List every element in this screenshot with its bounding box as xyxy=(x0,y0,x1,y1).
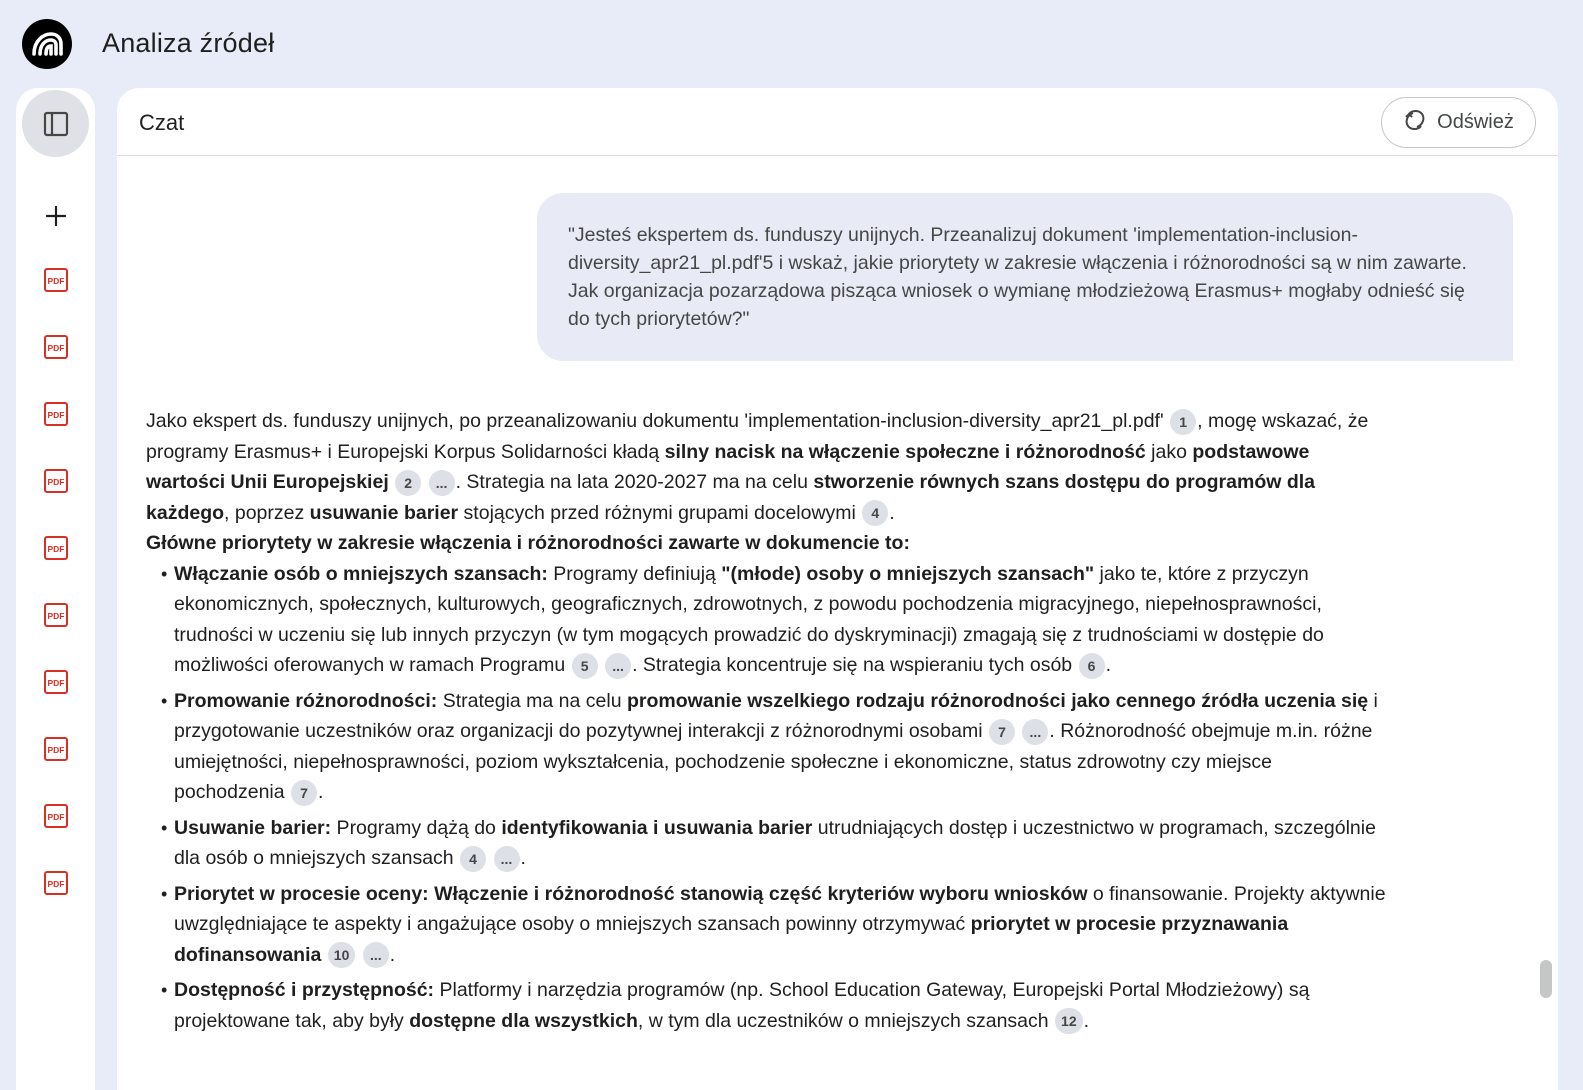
pdf-icon[interactable] xyxy=(41,533,71,563)
citation-chip[interactable]: 1 xyxy=(1170,409,1196,435)
answer-heading: Główne priorytety w zakresie włączenia i różnorodności zawarte w dokumencie to: xyxy=(146,532,910,554)
answer-intro: Jako ekspert ds. funduszy unijnych, po przeanalizowaniu dokumentu 'implementation-inclusion-diversity_apr21_pl.pdf' 1 , mogę wskazać, że programy Erasmus+ i Europejski Korpus Solidarności kładą silny nacisk na włączenie społeczne i różnorodność jako podstawowe wartości Unii Europejskiej 2 ... . Strategia na lata 2020-2027 ma na celu stworzenie równych szans dostępu do programów dla każdego, poprzez usuwanie barier stojących przed różnymi grupami docelowymi 4 . xyxy=(146,406,1386,528)
citation-chip[interactable]: 10 xyxy=(328,942,356,968)
assistant-answer xyxy=(146,406,1386,1041)
list-item: • Włączanie osób o mniejszych szansach: Programy definiują "(młode) osoby o mniejszych szansach" jako te, które z przyczyn ekonomicznych, społecznych, kulturowych, geograficznych, zdrowotnych, z powodu pochodzenia migracyjnego, niepełnosprawności, trudności w uczeniu się lub innych przyczyn (w tym mogących prowadzić do dyskryminacji) zmagają się z trudnościami w dostępie do możliwości oferowanych w ramach Programu 5 ... . Strategia koncentruje się na wspieraniu tych osób 6 . xyxy=(146,559,1386,681)
citation-chip[interactable]: 5 xyxy=(572,653,598,679)
user-message: "Jesteś ekspertem ds. funduszy unijnych. Przeanalizuj dokument 'implementation-inclusion-diversity_apr21_pl.pdf'5 i wskaż, jakie priorytety w zakresie włączenia i różnorodności są w nim zawarte. Jak organizacja pozarządowa pisząca wniosek o wymianę młodzieżową Erasmus+ mogłaby odnieść się do tych priorytetów?" xyxy=(537,193,1513,361)
sources-sidebar xyxy=(16,88,95,1090)
pdf-icon[interactable] xyxy=(41,265,71,295)
svg-text:PDF: PDF xyxy=(47,410,65,420)
pdf-icon[interactable] xyxy=(41,399,71,429)
plus-icon[interactable] xyxy=(36,196,76,236)
citation-more-chip[interactable]: ... xyxy=(363,942,389,968)
citation-chip[interactable]: 7 xyxy=(989,719,1015,745)
pdf-icon[interactable] xyxy=(41,332,71,362)
svg-text:PDF: PDF xyxy=(47,678,65,688)
list-item: • Priorytet w procesie oceny: Włączenie i różnorodność stanowią część kryteriów wyboru wniosków o finansowanie. Projekty aktywnie uwzględniające te aspekty i angażujące osoby o mniejszych szansach powinny otrzymywać priorytet w procesie przyznawania dofinansowania 10 ... . xyxy=(146,879,1386,971)
citation-more-chip[interactable]: ... xyxy=(429,470,455,496)
chat-panel xyxy=(117,88,1558,1090)
refresh-button[interactable] xyxy=(1381,97,1536,148)
chat-header xyxy=(117,88,1558,156)
pdf-icon[interactable] xyxy=(41,734,71,764)
citation-chip[interactable]: 4 xyxy=(862,500,888,526)
pdf-icon[interactable] xyxy=(41,801,71,831)
refresh-icon xyxy=(1403,108,1427,138)
scrollbar-thumb[interactable] xyxy=(1540,960,1552,998)
list-item: • Dostępność i przystępność: Platformy i narzędzia programów (np. School Education Gateway, Europejski Portal Młodzieżowy) są projektowane tak, aby były dostępne dla wszystkich, w tym dla uczestników o mniejszych szansach 12 . xyxy=(146,975,1386,1036)
list-item: • Promowanie różnorodności: Strategia ma na celu promowanie wszelkiego rodzaju różnorodności jako cennego źródła uczenia się i przygotowanie uczestników oraz organizacji do pozytywnej interakcji z różnorodnymi osobami 7 ... . Różnorodność obejmuje m.in. różne umiejętności, niepełnosprawności, poziom wykształcenia, pochodzenie społeczne i ekonomiczne, status zdrowotny czy miejsce pochodzenia 7 . xyxy=(146,686,1386,808)
citation-more-chip[interactable]: ... xyxy=(605,653,631,679)
citation-chip[interactable]: 7 xyxy=(291,780,317,806)
app-title: Analiza źródeł xyxy=(102,28,275,58)
pdf-icon[interactable] xyxy=(41,466,71,496)
citation-chip[interactable]: 2 xyxy=(395,470,421,496)
list-item: • Usuwanie barier: Programy dążą do identyfikowania i usuwania barier utrudniających dostęp i uczestnictwo w programach, szczególnie dla osób o mniejszych szansach 4 ... . xyxy=(146,813,1386,874)
priorities-list xyxy=(146,559,1386,1037)
citation-more-chip[interactable]: ... xyxy=(494,846,520,872)
citation-chip[interactable]: 6 xyxy=(1079,653,1105,679)
citation-more-chip[interactable]: ... xyxy=(1022,719,1048,745)
svg-text:PDF: PDF xyxy=(47,343,65,353)
chat-title: Czat xyxy=(139,110,185,135)
refresh-label: Odśwież xyxy=(1437,111,1514,133)
pdf-icon[interactable] xyxy=(41,600,71,630)
svg-text:PDF: PDF xyxy=(47,745,65,755)
notebook-logo-icon[interactable] xyxy=(22,19,72,69)
pdf-icon[interactable] xyxy=(41,868,71,898)
svg-text:PDF: PDF xyxy=(47,477,65,487)
citation-chip[interactable]: 12 xyxy=(1055,1008,1083,1034)
pdf-icon[interactable] xyxy=(41,667,71,697)
svg-text:PDF: PDF xyxy=(47,544,65,554)
svg-text:PDF: PDF xyxy=(47,611,65,621)
panel-left-icon[interactable] xyxy=(22,90,89,157)
svg-text:PDF: PDF xyxy=(47,812,65,822)
citation-chip[interactable]: 4 xyxy=(460,846,486,872)
svg-text:PDF: PDF xyxy=(47,276,65,286)
svg-text:PDF: PDF xyxy=(47,879,65,889)
